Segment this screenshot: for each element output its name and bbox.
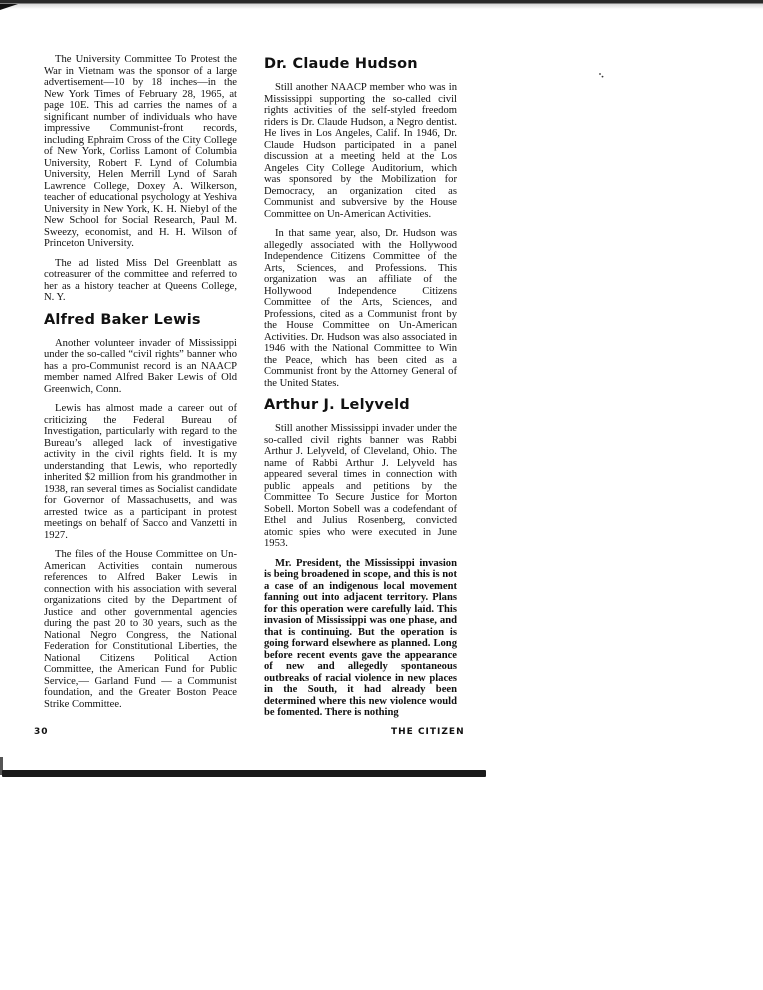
paragraph: The ad listed Miss Del Greenblatt as cotreasurer of the committee and referred to her as a history teacher at Queens College, N. Y. xyxy=(44,257,237,303)
paragraph-bold: Mr. President, the Mississippi invasion is being broadened in scope, and this is not a case of an indigenous local movement fanning out into adjacent territory. Plans for this operation were carefully laid. This invasion of Mississippi was one phase, and that is continuing. But the operation is going forward elsewhere as planned. Long before recent events gave the appearance of new and allegedly spontaneous outbreaks of racial violence in new places in the South, it had already been determined where this new violence would be fomented. There is nothing xyxy=(264,557,457,718)
paragraph: Another volunteer invader of Mississippi under the so-called “civil rights” banner who has a pro-Communist record is an NAACP member named Alfred Baker Lewis of Old Greenwich, Conn. xyxy=(44,337,237,395)
paragraph: Still another Mississippi invader under the so-called civil rights banner was Rabbi Arthur J. Lelyveld, of Cleveland, Ohio. The name of Rabbi Arthur J. Lelyveld has appeared several times in connection with public appeals and petitions by the Committee To Secure Justice for Morton Sobell. Morton Sobell was a codefendant of Ethel and Julius Rosenberg, convicted atomic spies who were executed in June 1953. xyxy=(264,423,457,549)
right-column xyxy=(264,54,457,727)
section-heading-lewis: Alfred Baker Lewis xyxy=(44,311,201,328)
paragraph: Lewis has almost made a career out of criticizing the Federal Bureau of Investigation, particularly with regard to the Bureau’s alleged lack of investigative activity in the civil rights field. It is my understanding that Lewis, who reportedly inherited $2 million from his grandmother in 1938, ran several times as Socialist candidate for Governor of Massachusetts, and was arrested twice as a participant in protest meetings on behalf of Sacco and Vanzetti in 1927. xyxy=(44,403,237,541)
scan-top-edge xyxy=(0,0,763,10)
paragraph: The University Committee To Protest the War in Vietnam was the sponsor of a large advertisement—10 by 18 inches—in the New York Times of February 28, 1965, at page 10E. This ad carries the names of a significant number of individuals who have impressive Communist-front records, including Ephraim Cross of the City College of New York, Corliss Lamont of Columbia University, Robert F. Lynd of Columbia University, Helen Merrill Lynd of Sarah Lawrence College, Doxey A. Wilkerson, teacher of educational psychology at Yeshiva University in New York, K. H. Niebyl of the New School for Social Research, Paul M. Sweezy, economist, and H. H. Wilson of Princeton University. xyxy=(44,54,237,249)
page-number: 30 xyxy=(34,727,49,737)
page-bottom-rule xyxy=(2,770,486,777)
speck-mark xyxy=(599,73,604,78)
publication-name: THE CITIZEN xyxy=(391,727,465,737)
section-heading-lelyveld: Arthur J. Lelyveld xyxy=(264,397,410,413)
paragraph: Still another NAACP member who was in Mississippi supporting the so-called civil rights activities of the self-styled freedom riders is Dr. Claude Hudson, a Negro dentist. He lives in Los Angeles, Calif. In 1946, Dr. Claude Hudson participated in a panel discussion at a meeting held at the Los Angeles City College Auditorium, which was sponsored by the Mobilization for Democracy, an organization cited as Communist and subversive by the House Committee on Un-American Activities. xyxy=(264,82,457,220)
paragraph: The files of the House Committee on Un-American Activities contain numerous references to Alfred Baker Lewis in connection with his association with several organizations cited by the Department of Justice and other governmental agencies during the past 20 to 30 years, such as the National Negro Congress, the National Federation for Constitutional Liberties, the National Citizens Political Action Committee, the American Fund for Public Service,— Garland Fund — a Communist foundation, and the Greater Boston Peace Strike Committee. xyxy=(44,549,237,710)
left-column xyxy=(44,54,237,718)
paragraph: In that same year, also, Dr. Hudson was allegedly associated with the Hollywood Independence Citizens Committee of the Arts, Sciences, and Professions. This organization was an affiliate of the Hollywood Independence Citizens Committee of the Arts, Sciences, and Professions, cited as a Communist front by the House Committee on Un-American Activities. Dr. Hudson was also associated in 1946 with the National Committee to Win the Peace, which has been cited as a Communist front by the Attorney General of the United States. xyxy=(264,228,457,389)
section-heading-hudson: Dr. Claude Hudson xyxy=(264,56,418,72)
